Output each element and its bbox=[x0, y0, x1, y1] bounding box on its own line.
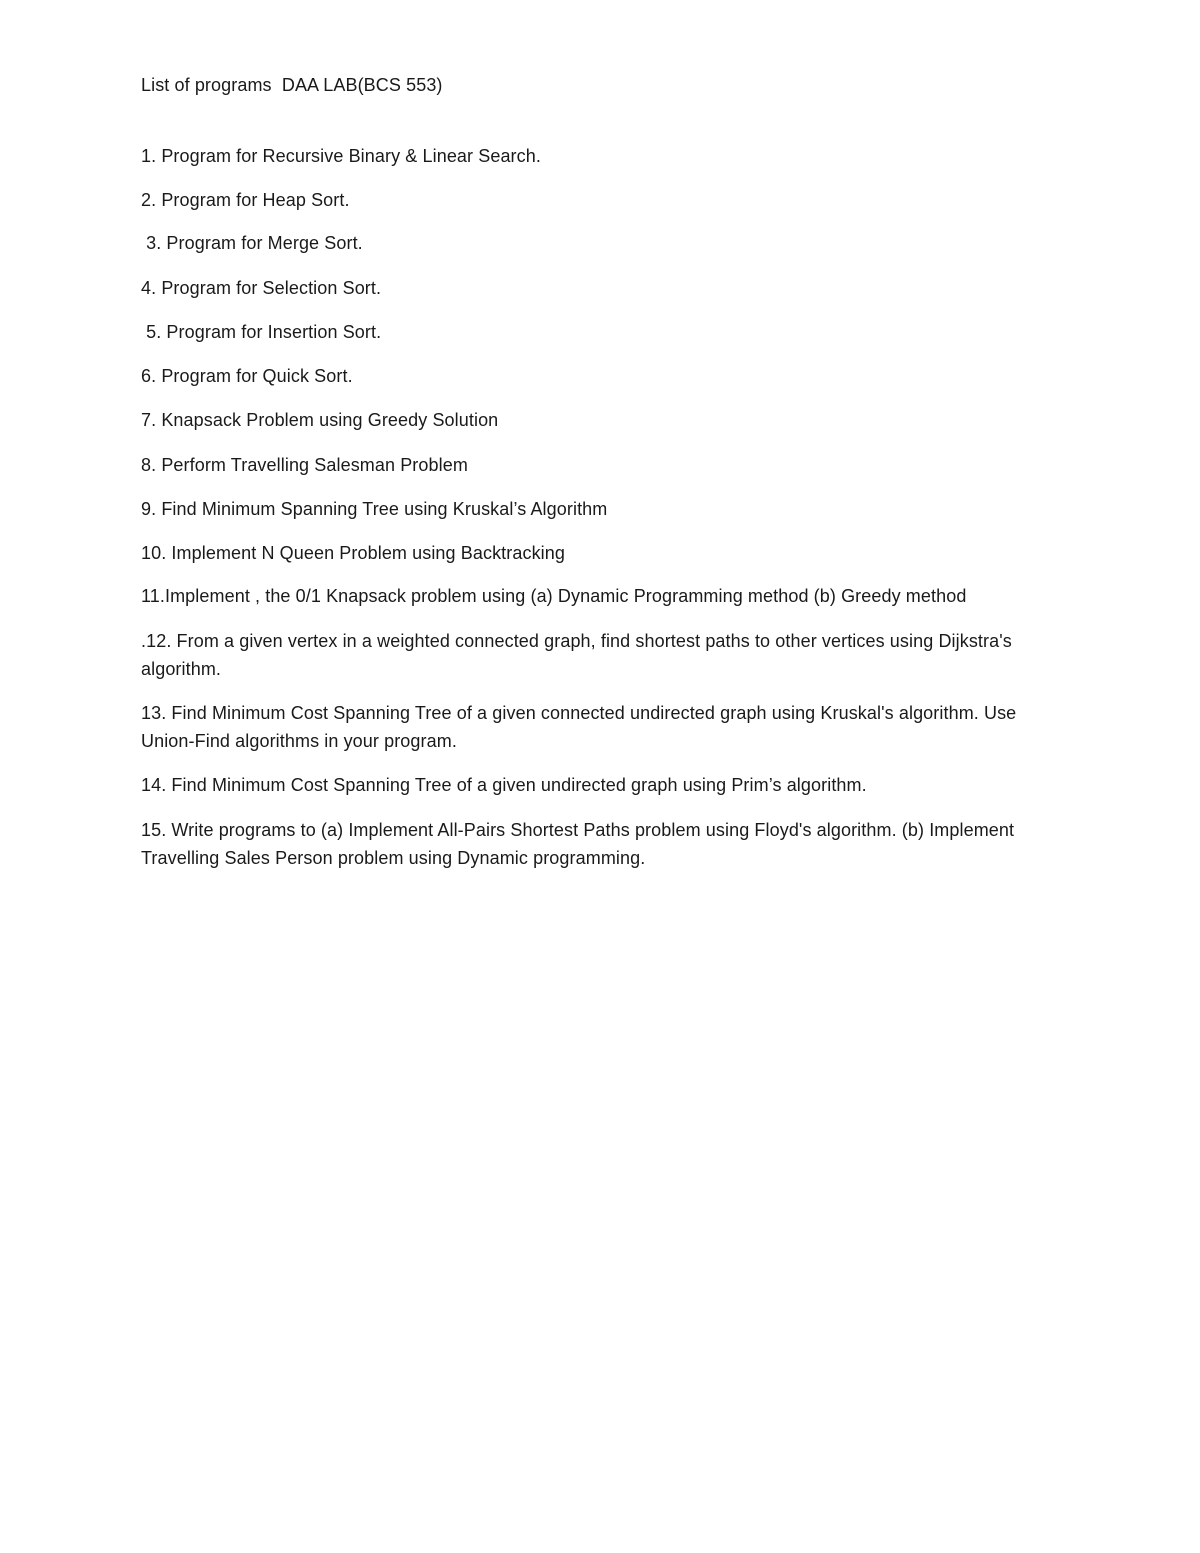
list-item-9: 9. Find Minimum Spanning Tree using Kruskal’s Algorithm bbox=[141, 499, 608, 519]
list-item-8: 8. Perform Travelling Salesman Problem bbox=[141, 455, 468, 475]
list-item-4: 4. Program for Selection Sort. bbox=[141, 278, 382, 298]
list-item-3: 3. Program for Merge Sort. bbox=[141, 233, 363, 253]
list-item-5: 5. Program for Insertion Sort. bbox=[141, 322, 382, 342]
list-item-15: 15. Write programs to (a) Implement All-Pairs Shortest Paths problem using Floyd's algorithm. (b) Implement Travelling Sales Person problem using Dynamic programming. bbox=[141, 820, 1019, 868]
list-item-14: 14. Find Minimum Cost Spanning Tree of a given undirected graph using Prim’s algorithm. bbox=[141, 775, 867, 795]
list-item-11: 11.Implement , the 0/1 Knapsack problem using (a) Dynamic Programming method (b) Greedy method bbox=[141, 586, 967, 606]
list-item-12: .12. From a given vertex in a weighted connected graph, find shortest paths to other vertices using Dijkstra's algorithm. bbox=[141, 631, 1017, 679]
list-item-1: 1. Program for Recursive Binary & Linear Search. bbox=[141, 146, 541, 166]
list-item-13: 13. Find Minimum Cost Spanning Tree of a given connected undirected graph using Kruskal's algorithm. Use Union-Find algorithms in your program. bbox=[141, 703, 1022, 751]
list-item-2: 2. Program for Heap Sort. bbox=[141, 190, 350, 210]
list-item-10: 10. Implement N Queen Problem using Backtracking bbox=[141, 543, 566, 563]
document-title: List of programs DAA LAB(BCS 553) bbox=[141, 75, 443, 95]
list-item-7: 7. Knapsack Problem using Greedy Solution bbox=[141, 410, 499, 430]
list-item-6: 6. Program for Quick Sort. bbox=[141, 366, 353, 386]
